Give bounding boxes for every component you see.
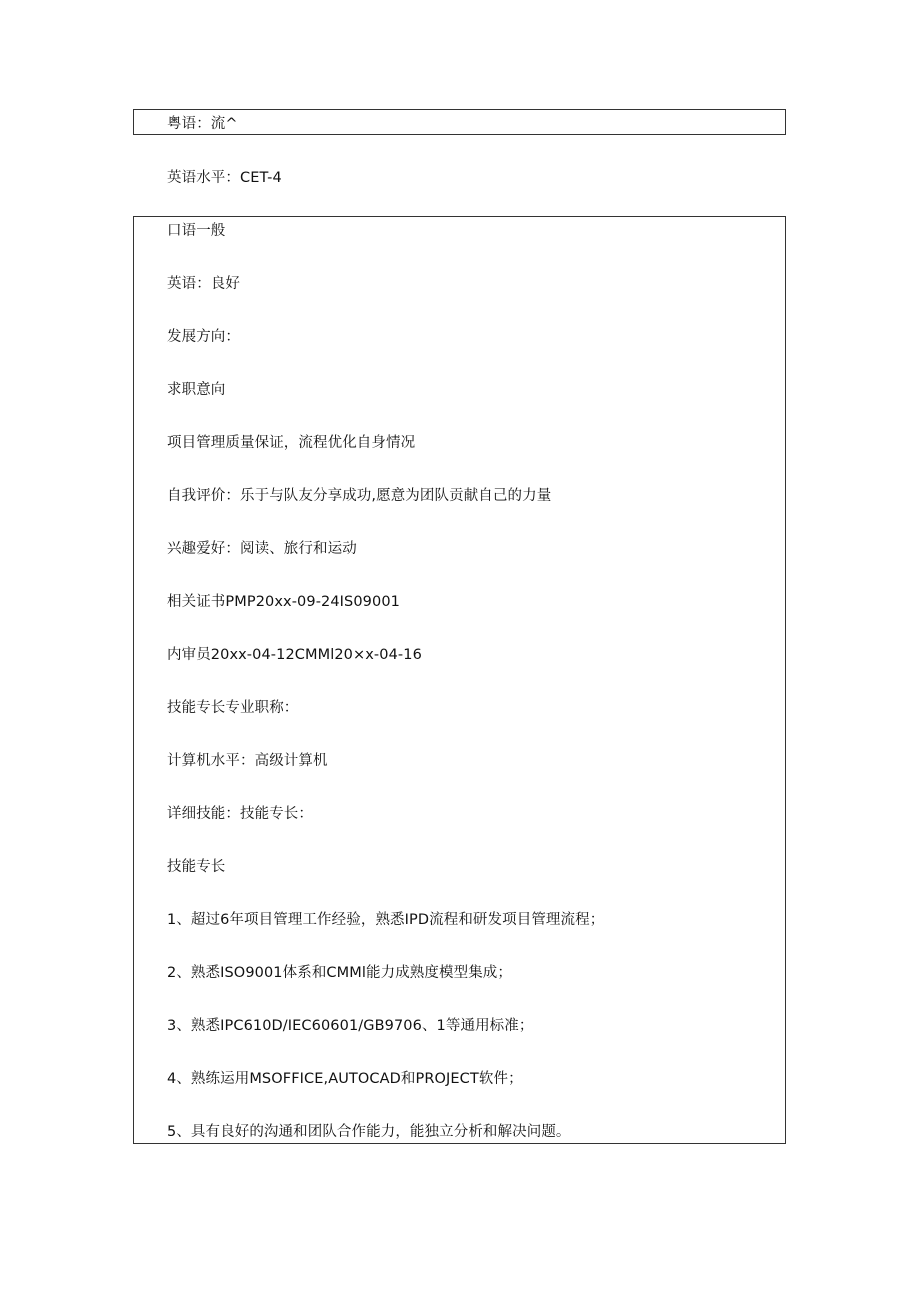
computer-level-line: 计算机水平：高级计算机 [167, 753, 328, 769]
english-proficiency-line: 英语：良好 [167, 276, 240, 292]
skill-item-5: 5、具有良好的沟通和团队合作能力，能独立分析和解决问题。 [167, 1124, 571, 1140]
english-level-line: 英语水平：CET-4 [167, 170, 282, 186]
detailed-skills-line: 详细技能：技能专长： [167, 806, 313, 822]
spoken-language-line: 口语一般 [167, 223, 226, 239]
job-intention-line: 项目管理质量保证，流程优化自身情况 [167, 435, 416, 451]
professional-title-line: 技能专长专业职称： [167, 700, 299, 716]
skill-item-2: 2、熟悉ISO9001体系和CMMl能力成熟度模型集成； [167, 965, 512, 981]
skill-item-4: 4、熟练运用MSOFFICE,AUTOCAD和PROJECT软件； [167, 1071, 523, 1087]
job-intention-heading: 求职意向 [167, 382, 226, 398]
certificates-line: 相关证书PMP20xx-09-24IS09001 [167, 594, 400, 610]
career-direction-line: 发展方向： [167, 329, 240, 345]
hobbies-line: 兴趣爱好：阅读、旅行和运动 [167, 541, 357, 557]
skill-item-3: 3、熟悉IPC610D/IEC60601/GB9706、1等通用标准； [167, 1018, 534, 1034]
skills-heading: 技能专长 [167, 859, 226, 875]
self-evaluation-line: 自我评价：乐于与队友分享成功,愿意为团队贡献自己的力量 [167, 488, 552, 504]
main-bordered-box [133, 216, 786, 1144]
cantonese-line: 粤语：流^ [167, 116, 238, 132]
auditor-line: 内审员20xx-04-12CMMl20×x-04-16 [167, 647, 422, 663]
skill-item-1: 1、超过6年项目管理工作经验，熟悉IPD流程和研发项目管理流程； [167, 912, 605, 928]
